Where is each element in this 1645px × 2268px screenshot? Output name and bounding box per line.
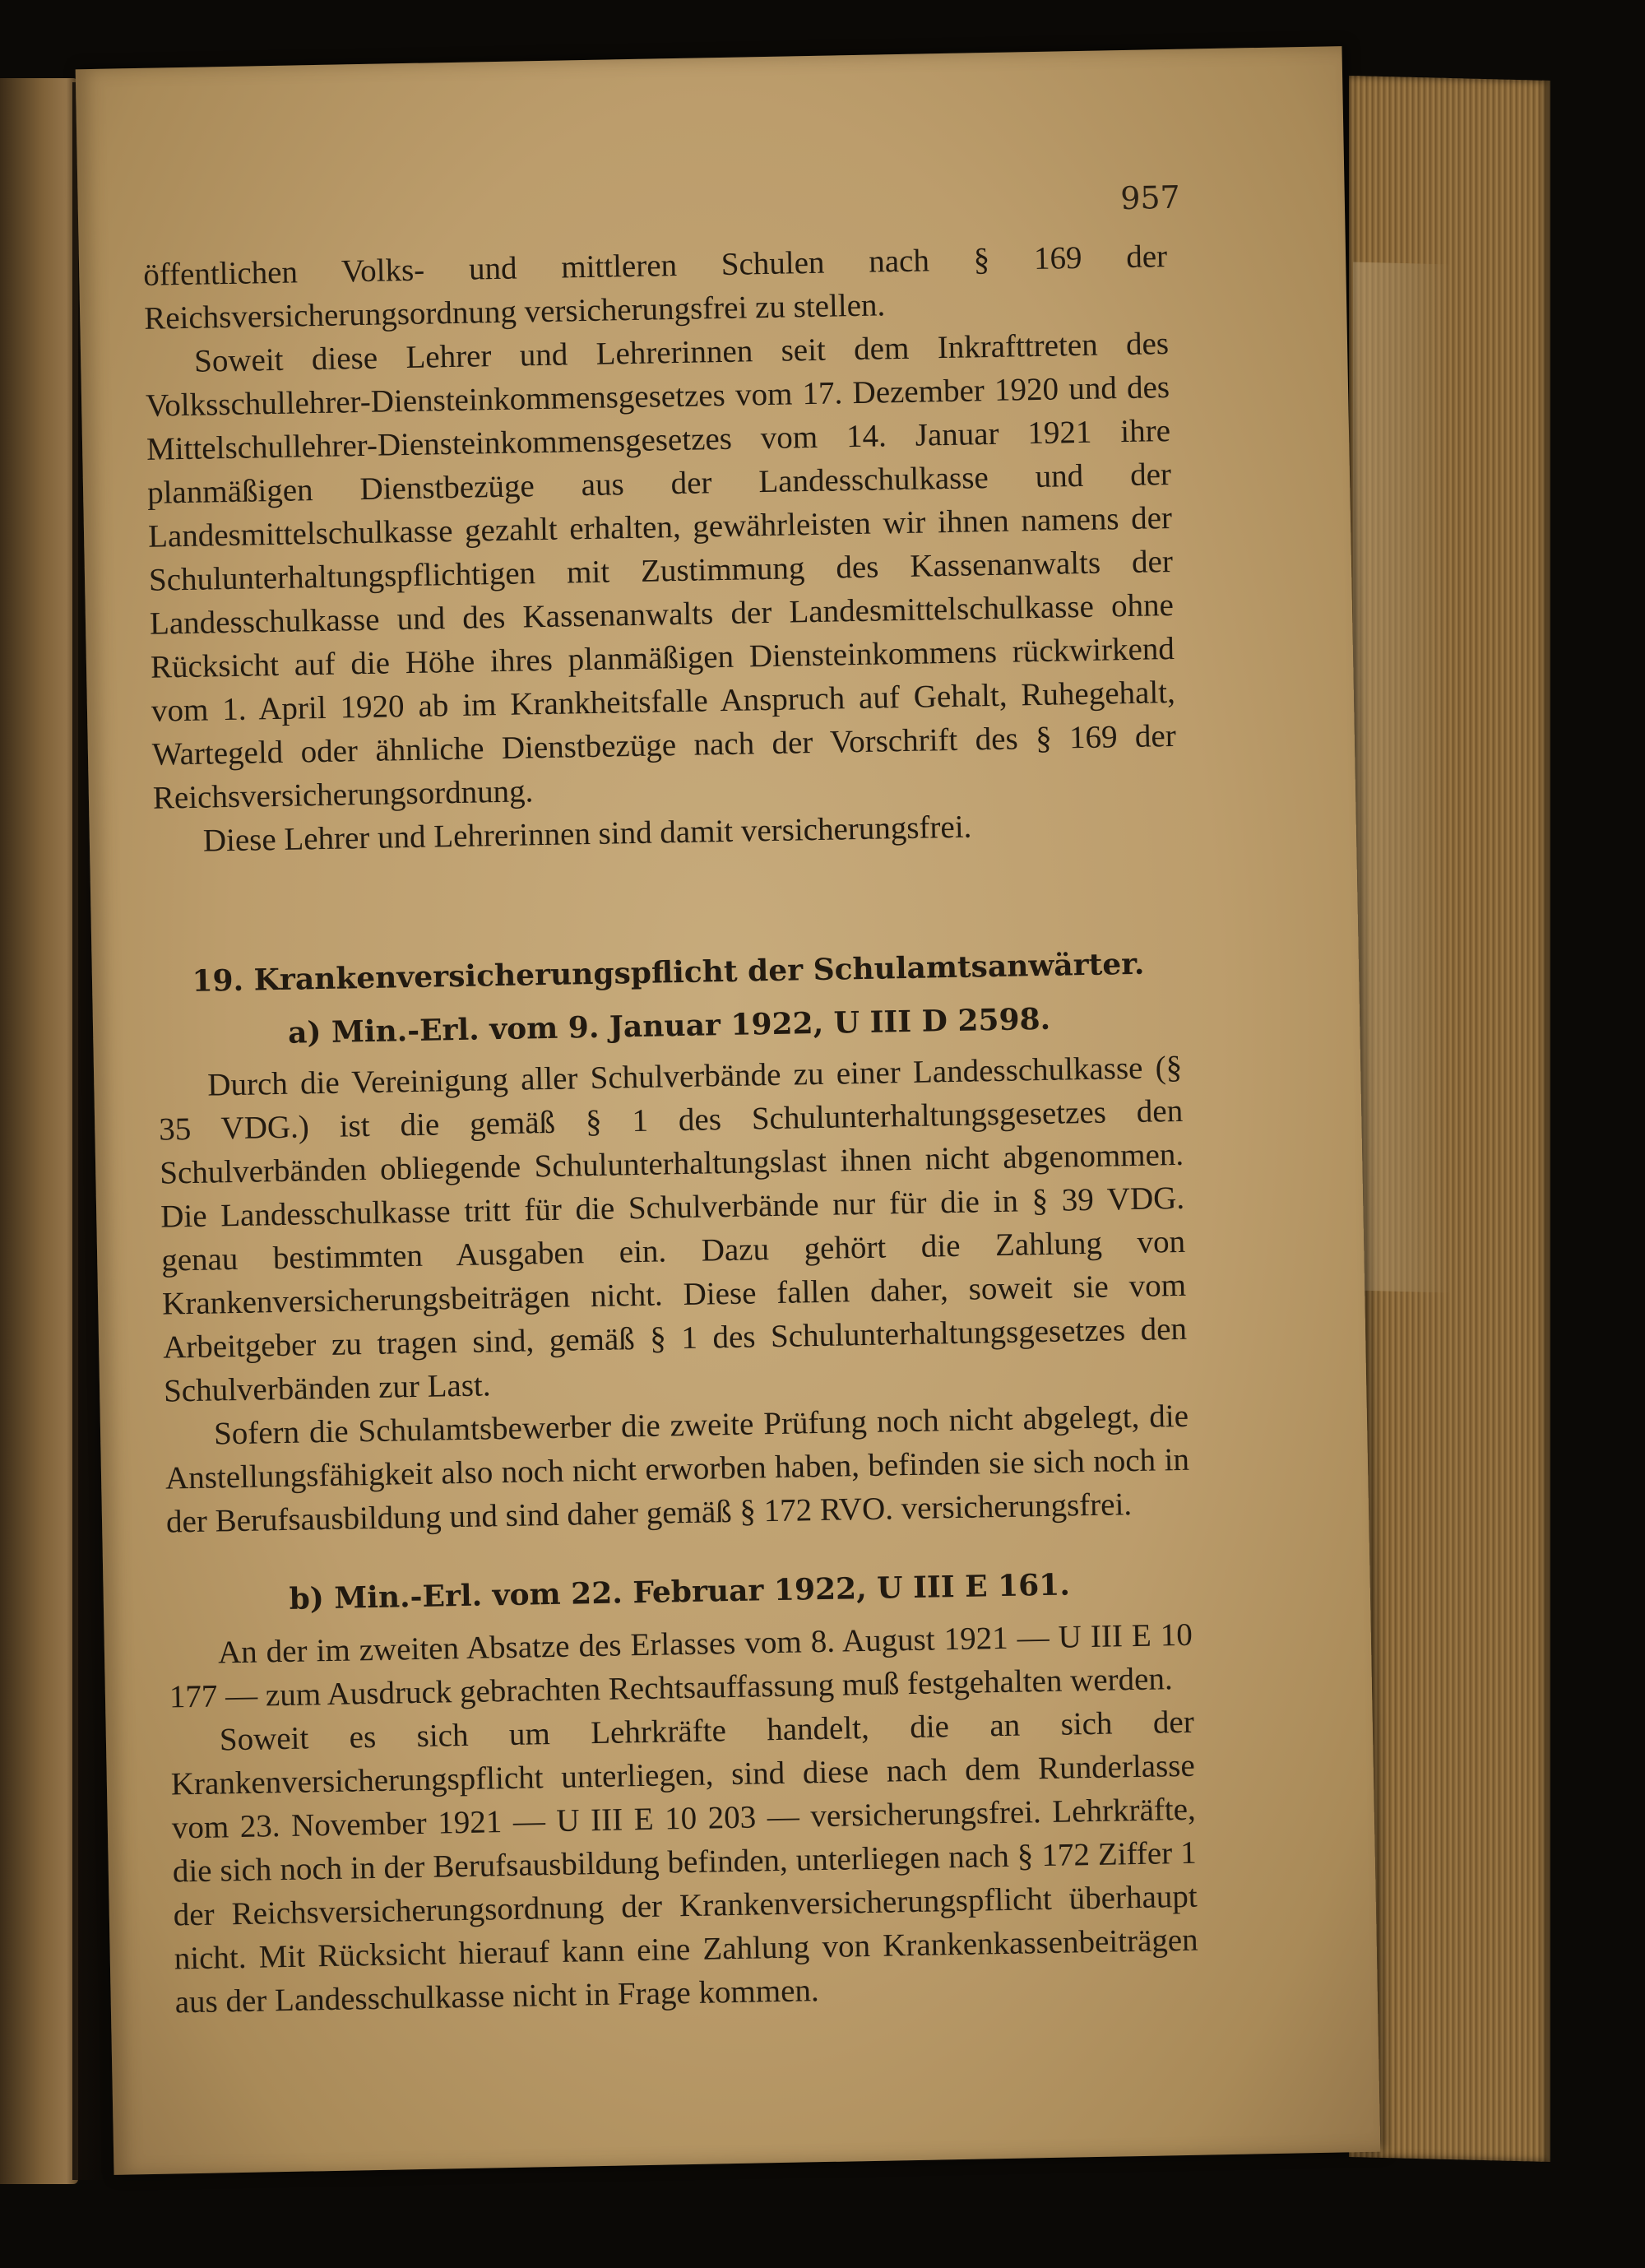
decree-heading-a: a) Min.-Erl. vom 9. Januar 1922, U III D 2598.: [287, 1001, 1051, 1051]
paragraph-teachers-insurance: Soweit es sich um Lehrkräfte handelt, die an sich der Krankenversicherungspflicht unterliegen, sind diese nach dem Runderlasse vom 23. November 1921 — U III E 10 203 — versicherungsfrei. Lehrkräfte, die sich noch in der Berufsausbildung befinden, unterliegen nach § 172 Ziffer 1 der Reichsversicherungsordnung der Krankenversicherungspflicht überhaupt nicht. Mit Rücksicht hierauf kann eine Zahlung von Krankenkassenbeiträgen aus der Landesschulkasse nicht in Frage kommen.: [170, 1704, 1198, 2020]
decree-heading-b: b) Min.-Erl. vom 22. Februar 1922, U III E 161.: [289, 1567, 1071, 1616]
paragraph-continuation: öffentlichen Volks- und mittleren Schulen nach § 169 der Reichsversicherungsordnung versicherungsfrei zu stellen.: [142, 239, 1168, 336]
section-heading: 19. Krankenversicherungspflicht der Schulamtsanwärter.: [192, 946, 1145, 999]
book-page: [76, 46, 1381, 2175]
paragraph-training-status: Sofern die Schulamtsbewerber die zweite Prüfung noch nicht abgelegt, die Anstellungsfähigkeit also noch nicht erworben haben, befinden sie sich noch in der Berufsausbildung und sind daher gemäß § 172 RVO. versicherungsfrei.: [164, 1398, 1190, 1540]
paragraph-school-associations: Durch die Vereinigung aller Schulverbände zu einer Landesschulkasse (§ 35 VDG.) ist die gemäß § 1 des Schulunterhaltungsgesetzes den Schulverbänden obliegende Schulunterhaltungslast ihnen nicht abgenommen. Die Landesschulkasse tritt für die Schulverbände nur für die in § 39 VDG. genau bestimmten Ausgaben ein. Dazu gehört die Zahlung von Krankenversicherungsbeiträgen nicht. Diese fallen daher, soweit sie vom Arbeitgeber zu tragen sind, gemäß § 1 des Schulunterhaltungsgesetzes den Schulverbänden zur Last.: [158, 1049, 1188, 1409]
page-number: 957: [1119, 179, 1181, 217]
paragraph-legal-view: An der im zweiten Absatze des Erlasses vom 8. August 1921 — U III E 10 177 — zum Ausdruck gebrachten Rechtsauffassung muß festgehalten werden.: [169, 1616, 1193, 1715]
paragraph-insurance-free: Diese Lehrer und Lehrerinnen sind damit versicherungsfrei.: [202, 809, 972, 859]
book-page-edges-highlight: [1353, 262, 1452, 1293]
paragraph-salary-guarantee: Soweit diese Lehrer und Lehrerinnen seit dem Inkrafttreten des Volksschullehrer-Diensteinkommensgesetzes vom 17. Dezember 1920 und des Mittelschullehrer-Diensteinkommensgesetzes vom 14. Januar 1921 ihre planmäßigen Dienstbezüge aus der Landesschulkasse und der Landesmittelschulkasse gezahlt erhalten, gewährleisten wir ihnen namens der Schulunterhaltungspflichtigen mit Zustimmung des Kassenanwalts der Landesschulkasse und des Kassenanwalts der Landesmittelschulkasse ohne Rücksicht auf die Höhe ihres planmäßigen Diensteinkommens rückwirkend vom 1. April 1920 ab im Krankheitsfalle Anspruch auf Gehalt, Ruhegehalt, Wartegeld oder ähnliche Dienstbezüge nach der Vorschrift des § 169 der Reichsversicherungsordnung.: [145, 326, 1177, 816]
page-text: [143, 234, 1199, 2024]
left-page-edge: [0, 78, 78, 2184]
